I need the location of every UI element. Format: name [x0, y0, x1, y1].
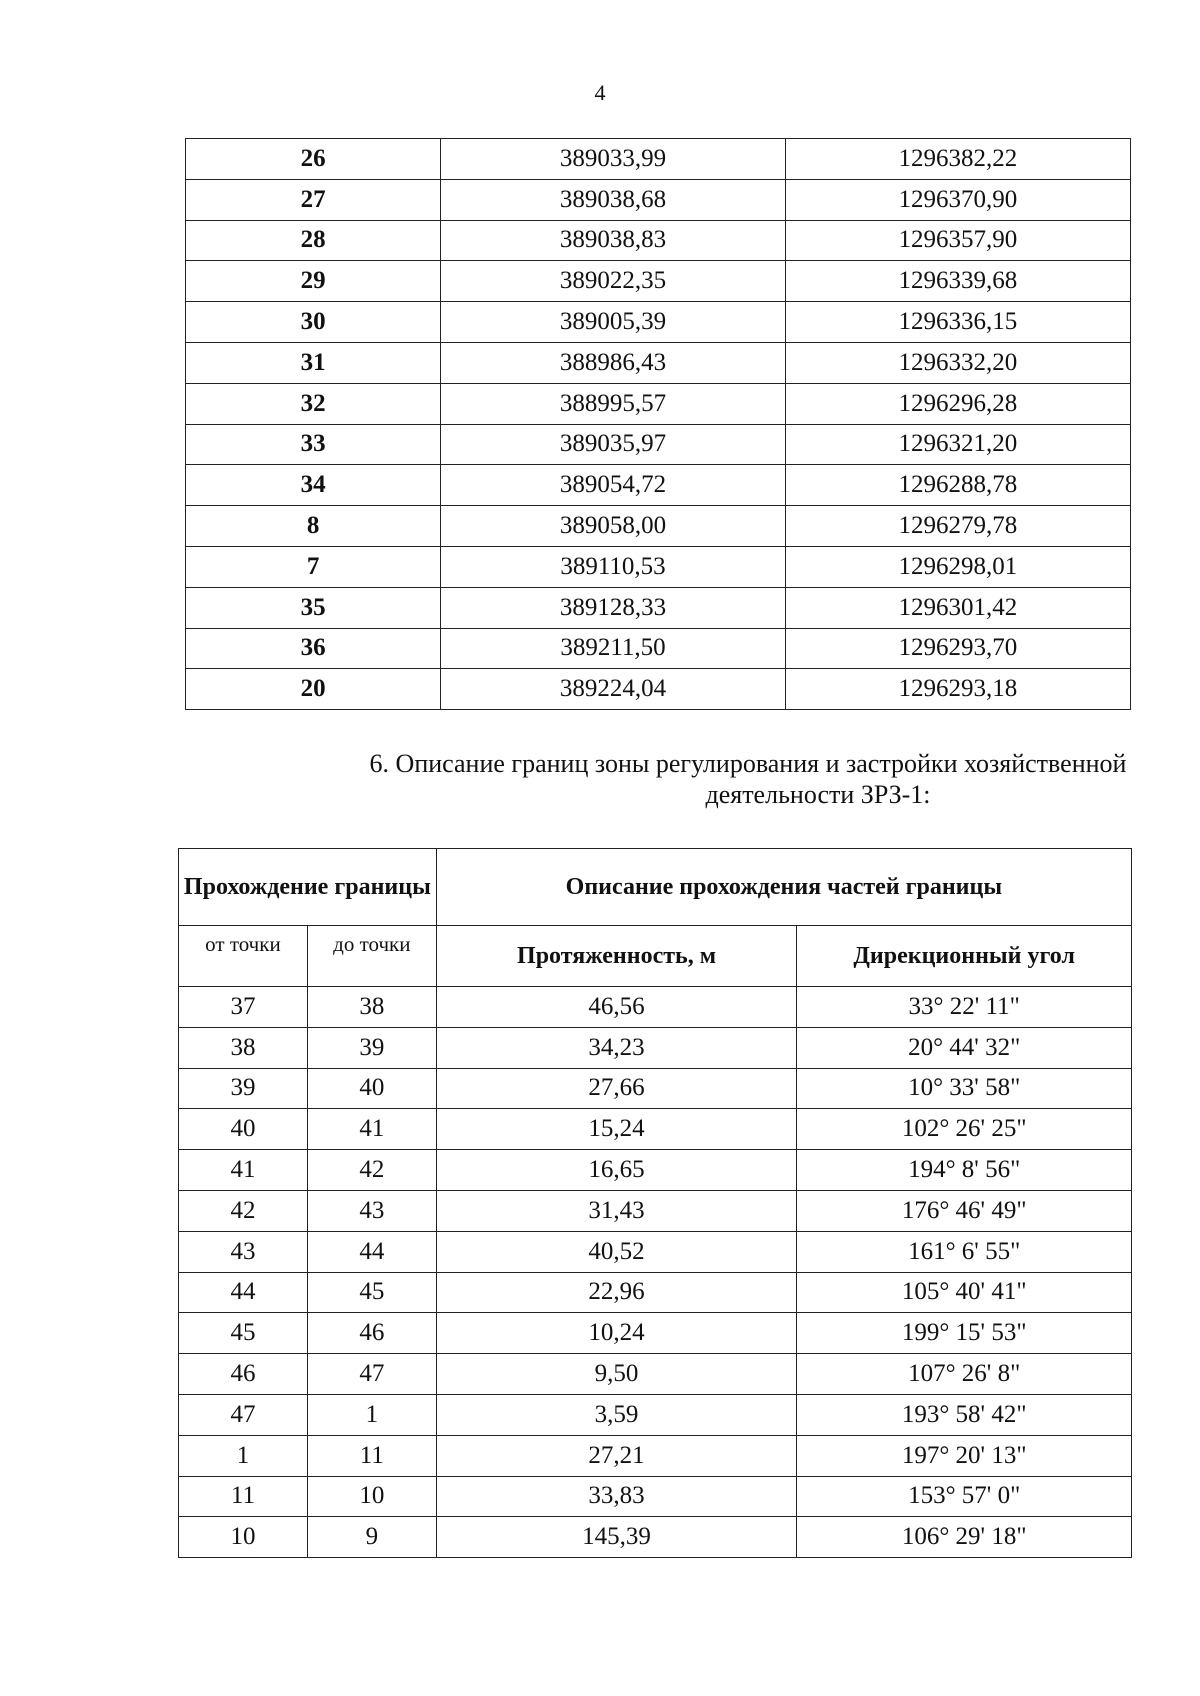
direction-angle-cell: 153° 57' 0": [797, 1476, 1132, 1517]
length-cell: 33,83: [436, 1476, 797, 1517]
to-point-cell: 47: [307, 1354, 436, 1395]
table-row: [186, 261, 1131, 302]
from-point-cell: 47: [179, 1394, 308, 1435]
from-point-cell: 39: [179, 1068, 308, 1109]
table-row: [179, 1394, 1132, 1435]
point-number-cell: 28: [186, 220, 441, 261]
y-coordinate-cell: 1296339,68: [785, 261, 1130, 302]
to-point-cell: 46: [307, 1313, 436, 1354]
from-point-cell: 10: [179, 1517, 308, 1558]
y-coordinate-cell: 1296382,22: [785, 139, 1130, 180]
length-cell: 31,43: [436, 1190, 797, 1231]
x-coordinate-cell: 388995,57: [441, 383, 785, 424]
y-coordinate-cell: 1296301,42: [785, 587, 1130, 628]
point-number-cell: 7: [186, 546, 441, 587]
table-row: [179, 1109, 1132, 1150]
table-row: [186, 628, 1131, 669]
from-point-cell: 43: [179, 1231, 308, 1272]
y-coordinate-cell: 1296293,70: [785, 628, 1130, 669]
section-heading-line2: деятельности ЗРЗ-1:: [705, 780, 931, 809]
length-cell: 9,50: [436, 1354, 797, 1395]
table-row: [179, 1313, 1132, 1354]
table-row: [186, 383, 1131, 424]
to-point-cell: 9: [307, 1517, 436, 1558]
header-boundary-passage: Прохождение границы: [179, 849, 437, 926]
to-point-cell: 10: [307, 1476, 436, 1517]
direction-angle-cell: 33° 22' 11": [797, 987, 1132, 1028]
y-coordinate-cell: 1296298,01: [785, 546, 1130, 587]
table-row: [186, 546, 1131, 587]
from-point-cell: 1: [179, 1435, 308, 1476]
y-coordinate-cell: 1296336,15: [785, 302, 1130, 343]
boundary-table-header: [179, 849, 1132, 987]
length-cell: 34,23: [436, 1027, 797, 1068]
x-coordinate-cell: 389005,39: [441, 302, 785, 343]
table-row: [179, 1068, 1132, 1109]
table-row: [186, 220, 1131, 261]
table-row: [179, 987, 1132, 1028]
from-point-cell: 11: [179, 1476, 308, 1517]
x-coordinate-cell: 389038,68: [441, 179, 785, 220]
length-cell: 27,21: [436, 1435, 797, 1476]
x-coordinate-cell: 388986,43: [441, 342, 785, 383]
to-point-cell: 44: [307, 1231, 436, 1272]
section-heading: [185, 748, 1131, 810]
to-point-cell: 43: [307, 1190, 436, 1231]
to-point-cell: 42: [307, 1150, 436, 1191]
table-row: [179, 1354, 1132, 1395]
direction-angle-cell: 199° 15' 53": [797, 1313, 1132, 1354]
from-point-cell: 38: [179, 1027, 308, 1068]
direction-angle-cell: 10° 33' 58": [797, 1068, 1132, 1109]
to-point-cell: 1: [307, 1394, 436, 1435]
point-number-cell: 32: [186, 383, 441, 424]
from-point-cell: 45: [179, 1313, 308, 1354]
coordinates-table-body: [186, 139, 1131, 710]
x-coordinate-cell: 389058,00: [441, 506, 785, 547]
length-cell: 40,52: [436, 1231, 797, 1272]
section-heading-line1: 6. Описание границ зоны регулирования и застройки хозяйственной: [369, 749, 1127, 778]
table-row: [179, 1231, 1132, 1272]
x-coordinate-cell: 389033,99: [441, 139, 785, 180]
y-coordinate-cell: 1296321,20: [785, 424, 1130, 465]
direction-angle-cell: 176° 46' 49": [797, 1190, 1132, 1231]
table-row: [186, 342, 1131, 383]
length-cell: 145,39: [436, 1517, 797, 1558]
x-coordinate-cell: 389054,72: [441, 465, 785, 506]
page-number: 4: [594, 80, 606, 105]
to-point-cell: 41: [307, 1109, 436, 1150]
x-coordinate-cell: 389035,97: [441, 424, 785, 465]
y-coordinate-cell: 1296288,78: [785, 465, 1130, 506]
y-coordinate-cell: 1296293,18: [785, 669, 1130, 710]
table-row: [179, 1150, 1132, 1191]
table-row: [186, 179, 1131, 220]
x-coordinate-cell: 389110,53: [441, 546, 785, 587]
length-cell: 15,24: [436, 1109, 797, 1150]
point-number-cell: 30: [186, 302, 441, 343]
table-row: [186, 669, 1131, 710]
point-number-cell: 35: [186, 587, 441, 628]
table-row: [179, 1476, 1132, 1517]
header-to-point: до точки: [307, 926, 436, 987]
length-cell: 27,66: [436, 1068, 797, 1109]
length-cell: 10,24: [436, 1313, 797, 1354]
table-row: [186, 424, 1131, 465]
table-row: [186, 465, 1131, 506]
from-point-cell: 41: [179, 1150, 308, 1191]
from-point-cell: 44: [179, 1272, 308, 1313]
y-coordinate-cell: 1296296,28: [785, 383, 1130, 424]
point-number-cell: 29: [186, 261, 441, 302]
direction-angle-cell: 106° 29' 18": [797, 1517, 1132, 1558]
point-number-cell: 8: [186, 506, 441, 547]
table-row: [179, 1517, 1132, 1558]
table-row: [179, 1435, 1132, 1476]
y-coordinate-cell: 1296370,90: [785, 179, 1130, 220]
table-row: [179, 1190, 1132, 1231]
from-point-cell: 37: [179, 987, 308, 1028]
direction-angle-cell: 194° 8' 56": [797, 1150, 1132, 1191]
to-point-cell: 40: [307, 1068, 436, 1109]
direction-angle-cell: 105° 40' 41": [797, 1272, 1132, 1313]
direction-angle-cell: 193° 58' 42": [797, 1394, 1132, 1435]
to-point-cell: 45: [307, 1272, 436, 1313]
from-point-cell: 42: [179, 1190, 308, 1231]
boundary-table-body: [179, 987, 1132, 1558]
table-row: [179, 1272, 1132, 1313]
length-cell: 3,59: [436, 1394, 797, 1435]
x-coordinate-cell: 389224,04: [441, 669, 785, 710]
y-coordinate-cell: 1296279,78: [785, 506, 1130, 547]
table-row: [179, 1027, 1132, 1068]
direction-angle-cell: 107° 26' 8": [797, 1354, 1132, 1395]
to-point-cell: 11: [307, 1435, 436, 1476]
to-point-cell: 38: [307, 987, 436, 1028]
point-number-cell: 27: [186, 179, 441, 220]
length-cell: 16,65: [436, 1150, 797, 1191]
direction-angle-cell: 20° 44' 32": [797, 1027, 1132, 1068]
header-boundary-description: Описание прохождения частей границы: [436, 849, 1131, 926]
length-cell: 46,56: [436, 987, 797, 1028]
table-row: [186, 506, 1131, 547]
to-point-cell: 39: [307, 1027, 436, 1068]
length-cell: 22,96: [436, 1272, 797, 1313]
coordinates-table: [185, 138, 1131, 710]
from-point-cell: 40: [179, 1109, 308, 1150]
direction-angle-cell: 197° 20' 13": [797, 1435, 1132, 1476]
table-row: [186, 587, 1131, 628]
x-coordinate-cell: 389211,50: [441, 628, 785, 669]
table-row: [186, 139, 1131, 180]
point-number-cell: 31: [186, 342, 441, 383]
point-number-cell: 33: [186, 424, 441, 465]
y-coordinate-cell: 1296332,20: [785, 342, 1130, 383]
direction-angle-cell: 161° 6' 55": [797, 1231, 1132, 1272]
table-row: [186, 302, 1131, 343]
y-coordinate-cell: 1296357,90: [785, 220, 1130, 261]
header-direction-angle: Дирекционный угол: [797, 926, 1132, 987]
point-number-cell: 26: [186, 139, 441, 180]
x-coordinate-cell: 389128,33: [441, 587, 785, 628]
header-length: Протяженность, м: [436, 926, 797, 987]
header-from-point: от точки: [179, 926, 308, 987]
point-number-cell: 36: [186, 628, 441, 669]
from-point-cell: 46: [179, 1354, 308, 1395]
direction-angle-cell: 102° 26' 25": [797, 1109, 1132, 1150]
point-number-cell: 34: [186, 465, 441, 506]
x-coordinate-cell: 389022,35: [441, 261, 785, 302]
x-coordinate-cell: 389038,83: [441, 220, 785, 261]
point-number-cell: 20: [186, 669, 441, 710]
boundary-table: [178, 848, 1132, 1558]
